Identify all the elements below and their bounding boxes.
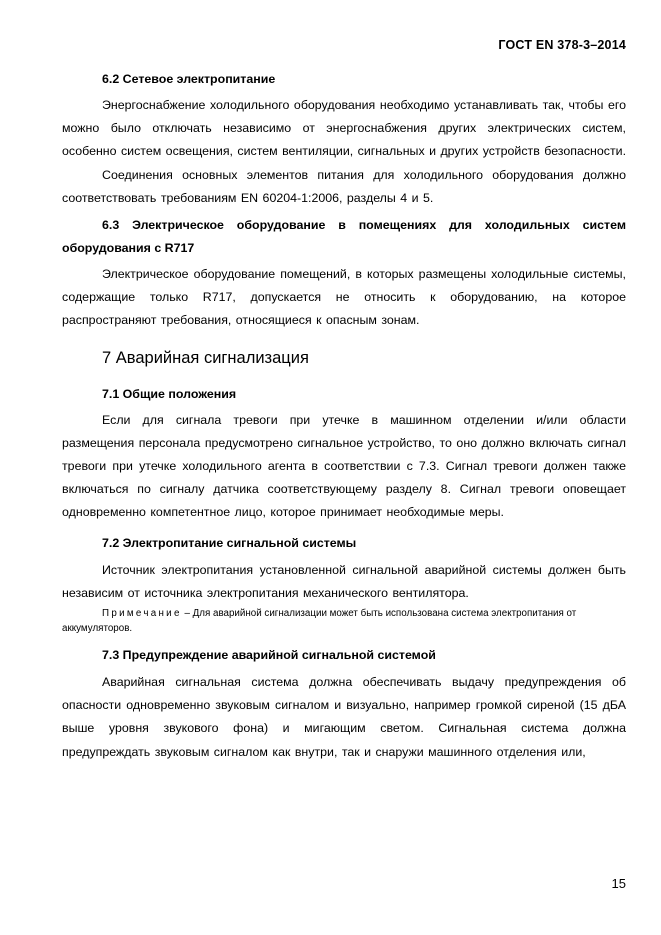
- page-number: 15: [611, 876, 626, 891]
- paragraph: Если для сигнала тревоги при утечке в машинном отделении и/или области размещения персонала предусмотрено сигнальное устройство, то оно должно включать сигнал тревоги при утечке холодильного агента в соответствии с 7.3. Сигнал тревоги должен также включаться по сигналу датчика соответствующему разделу 8. Сигнал тревоги оповещает одновременно компетентное лицо, которое принимает необходимые меры.: [62, 412, 626, 520]
- paragraph: Электрическое оборудование помещений, в которых размещены холодильные системы, содержащие только R717, допускается не относить к оборудованию, на которое распространяют требования, относящиеся к опасным зонам.: [62, 267, 626, 328]
- paragraph: Аварийная сигнальная система должна обеспечивать выдачу предупреждения об опасности одновременно звуковым сигналом и визуально, например громкой сиреной (15 дБА выше уровня звукового фона) и мигающим светом. Сигнальная система должна предупреждать звуковым сигналом как внутри, так и снаружи машинного отделения или,: [62, 675, 626, 759]
- note-text: – Для аварийной сигнализации может быть использована система электропитания от аккумуляторов.: [62, 608, 577, 635]
- note: [62, 606, 626, 636]
- section-heading-6-2: 6.2 Сетевое электропитание: [102, 72, 276, 86]
- paragraph: Энергоснабжение холодильного оборудования необходимо устанавливать так, чтобы его можно было отключать независимо от энергоснабжения других электрических систем, особенно систем освещения, систем вентиляции, сигнальных и других устройств безопасности.: [62, 98, 627, 159]
- paragraph: Соединения основных элементов питания для холодильного оборудования должно соответствовать требованиям EN 60204-1:2006, разделы 4 и 5.: [62, 167, 626, 205]
- note-label: Примечание: [102, 608, 182, 620]
- section-heading-7-2: 7.2 Электропитание сигнальной системы: [102, 535, 357, 550]
- chapter-heading-7: 7 Аварийная сигнализация: [102, 348, 309, 367]
- section-heading-6-3: 6.3 Электрическое оборудование в помещениях для холодильных систем оборудования с R717: [62, 218, 626, 256]
- document-code: ГОСТ EN 378-3–2014: [498, 38, 626, 52]
- page-body: [62, 68, 626, 764]
- section-heading-7-3: 7.3 Предупреждение аварийной сигнальной системой: [102, 648, 436, 663]
- section-heading-7-1: 7.1 Общие положения: [102, 386, 237, 401]
- paragraph: Источник электропитания установленной сигнальной аварийной системы должен быть независим от источника электропитания механического вентилятора.: [62, 562, 626, 600]
